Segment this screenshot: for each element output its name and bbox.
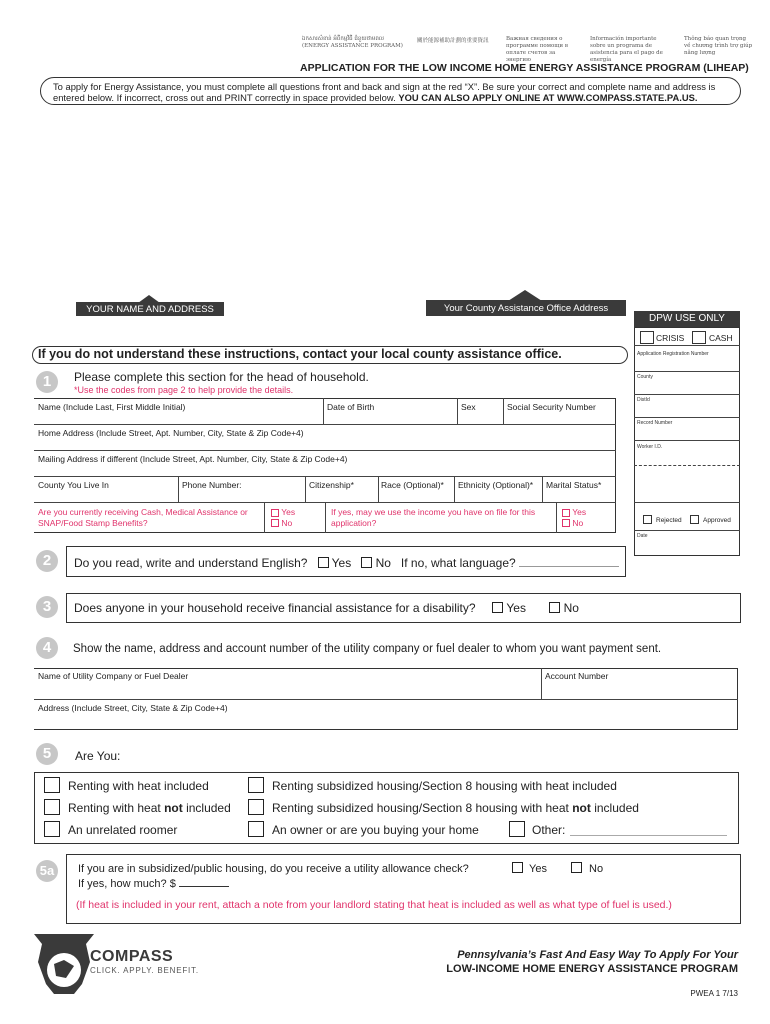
utility-allowance-no-checkbox[interactable] — [571, 862, 582, 873]
disability-yes-checkbox[interactable] — [492, 602, 503, 613]
utility-allowance-yes-checkbox[interactable] — [512, 862, 523, 873]
translation-chinese: 關於能源補助計劃的重要資訊 — [417, 38, 489, 44]
renting-heat-included-checkbox[interactable] — [44, 777, 60, 793]
section-4-question: Show the name, address and account number of the utility company or fuel dealer to whom you want payment sent. — [73, 643, 662, 655]
unrelated-roomer-checkbox[interactable] — [44, 821, 60, 837]
cash-label: CASH — [709, 333, 733, 343]
section-1-number: 1 — [36, 371, 58, 393]
notice-text: If you do not understand these instructions, contact your local county assistance office. — [38, 347, 562, 361]
county-label: Your County Assistance Office Address — [443, 303, 609, 314]
how-much-field[interactable] — [179, 877, 229, 887]
section-4-number: 4 — [36, 637, 58, 659]
cash-yes-checkbox[interactable] — [271, 509, 279, 517]
marital-label: Marital Status* — [546, 480, 602, 490]
subsidized-heat-not-included-checkbox[interactable] — [248, 799, 264, 815]
subsidized-heat-not-included-label: Renting subsidized housing/Section 8 housing with heat not included — [272, 801, 639, 815]
cash-no-checkbox[interactable] — [271, 519, 279, 527]
tab-arrow-icon — [138, 295, 160, 303]
home-address-label: Home Address (Include Street, Apt. Number, City, State & Zip Code+4) — [38, 428, 304, 438]
renting-heat-not-included-label: Renting with heat not included — [68, 801, 231, 815]
footer-line-1: Pennsylvania’s Fast And Easy Way To Apply For Your — [457, 949, 738, 961]
name-label: Name (Include Last, First Middle Initial) — [38, 402, 186, 412]
utility-allowance-no-label: No — [589, 863, 604, 875]
section-3-question: Does anyone in your household receive financial assistance for a disability? Yes No — [74, 601, 579, 615]
account-number-label: Account Number — [545, 671, 609, 681]
subsidized-heat-included-checkbox[interactable] — [248, 777, 264, 793]
sex-label: Sex — [461, 402, 476, 412]
language-field[interactable] — [519, 556, 619, 567]
income-no-checkbox[interactable] — [562, 519, 570, 527]
race-label: Race (Optional)* — [381, 480, 444, 490]
how-much-label: If yes, how much? $ — [78, 877, 229, 890]
english-no-checkbox[interactable] — [361, 557, 372, 568]
name-field[interactable] — [36, 412, 320, 422]
section-5-question: Are You: — [75, 749, 121, 763]
dob-label: Date of Birth — [327, 402, 375, 412]
utility-address-label: Address (Include Street, City, State & Zip Code+4) — [38, 703, 228, 713]
mailing-address-label: Mailing Address if different (Include Street, Apt. Number, City, State & Zip Code+4) — [38, 454, 348, 464]
page-title: APPLICATION FOR THE LOW INCOME HOME ENERGY ASSISTANCE PROGRAM (LIHEAP) — [300, 62, 749, 74]
rejected-label: Rejected — [656, 517, 682, 524]
date-label: Date — [637, 533, 648, 539]
disability-no-checkbox[interactable] — [549, 602, 560, 613]
ssn-label: Social Security Number — [507, 402, 596, 412]
translation-russian: Важная сведения о программе помощи в оплате счетов за энергию — [506, 36, 568, 63]
section-5a-number: 5a — [36, 860, 58, 882]
dpw-header: DPW USE ONLY — [634, 311, 740, 327]
county-live-label: County You Live In — [38, 480, 109, 490]
record-label: Record Number — [637, 420, 673, 426]
section-2-question: Do you read, write and understand English? Yes No If no, what language? — [74, 556, 619, 570]
ethnicity-label: Ethnicity (Optional)* — [458, 480, 534, 490]
translation-khmer: ឯកសារសំខាន់ អំពីកម្មវិធី ជំនួយថាមពល (ENERGY ASSISTANCE PROGRAM) — [302, 36, 403, 49]
utility-name-label: Name of Utility Company or Fuel Dealer — [38, 671, 189, 681]
other-field[interactable] — [570, 835, 727, 836]
approved-label: Approved — [703, 517, 731, 524]
cash-yesno: Yes No — [271, 507, 295, 528]
your-name-label: YOUR NAME AND ADDRESS — [86, 304, 214, 315]
app-reg-label: Application Registration Number — [637, 351, 709, 357]
english-yes-checkbox[interactable] — [318, 557, 329, 568]
keystone-logo-icon — [34, 934, 94, 994]
renting-heat-included-label: Renting with heat included — [68, 779, 209, 793]
renting-heat-not-included-checkbox[interactable] — [44, 799, 60, 815]
section-2-number: 2 — [36, 550, 58, 572]
unrelated-roomer-label: An unrelated roomer — [68, 823, 178, 837]
other-checkbox[interactable] — [509, 821, 525, 837]
intro-text: To apply for Energy Assistance, you must complete all questions front and back and sign at the red “X”. Be sure your correct and complete name and address is entered below. If incorrect, cross out and PRINT correctly in space provided below. YOU CAN ALSO APPLY ONLINE AT WWW.COMPASS.STATE.PA.US. — [53, 81, 716, 103]
utility-allowance-yes-label: Yes — [529, 863, 547, 875]
distid-label: DistId — [637, 397, 650, 403]
owner-checkbox[interactable] — [248, 821, 264, 837]
phone-label: Phone Number: — [182, 480, 242, 490]
approved-checkbox[interactable] — [690, 515, 699, 524]
compass-logo-text: COMPASS — [90, 948, 174, 965]
income-question: If yes, may we use the income you have on file for this application? — [331, 507, 536, 528]
worker-label: Worker I.D. — [637, 444, 663, 450]
dpw-county-label: County — [637, 374, 653, 380]
income-yes-checkbox[interactable] — [562, 509, 570, 517]
section-3-number: 3 — [36, 596, 58, 618]
section-5a-question: If you are in subsidized/public housing, do you receive a utility allowance check? — [78, 863, 469, 875]
section-1-title: Please complete this section for the head of household. — [74, 370, 369, 384]
subsidized-heat-included-label: Renting subsidized housing/Section 8 housing with heat included — [272, 779, 617, 793]
cash-checkbox[interactable] — [692, 331, 706, 344]
tab-arrow-icon — [508, 290, 542, 301]
rejected-checkbox[interactable] — [643, 515, 652, 524]
owner-label: An owner or are you buying your home — [272, 823, 479, 837]
compass-tagline: CLICK. APPLY. BENEFIT. — [90, 966, 199, 975]
section-1-subtitle: *Use the codes from page 2 to help provide the details. — [74, 385, 294, 395]
translation-spanish: Información importante sobre un programa de asistencia para el pago de energía — [590, 36, 663, 63]
income-yesno: Yes No — [562, 507, 586, 528]
footer-line-2: LOW-INCOME HOME ENERGY ASSISTANCE PROGRAM — [446, 963, 738, 975]
cash-question: Are you currently receiving Cash, Medical Assistance or SNAP/Food Stamp Benefits? — [38, 507, 248, 528]
crisis-label: CRISIS — [656, 333, 685, 343]
section-5-number: 5 — [36, 743, 58, 765]
section-5a-note: (If heat is included in your rent, attach a note from your landlord stating that heat is included as well as what type of fuel is used.) — [76, 899, 672, 911]
citizenship-label: Citizenship* — [309, 480, 354, 490]
translation-vietnamese: Thông báo quan trọng về chương trình trợ giúp năng lượng — [684, 36, 753, 56]
form-number: PWEA 1 7/13 — [690, 989, 738, 998]
crisis-checkbox[interactable] — [640, 331, 654, 344]
other-label: Other: — [532, 823, 566, 837]
